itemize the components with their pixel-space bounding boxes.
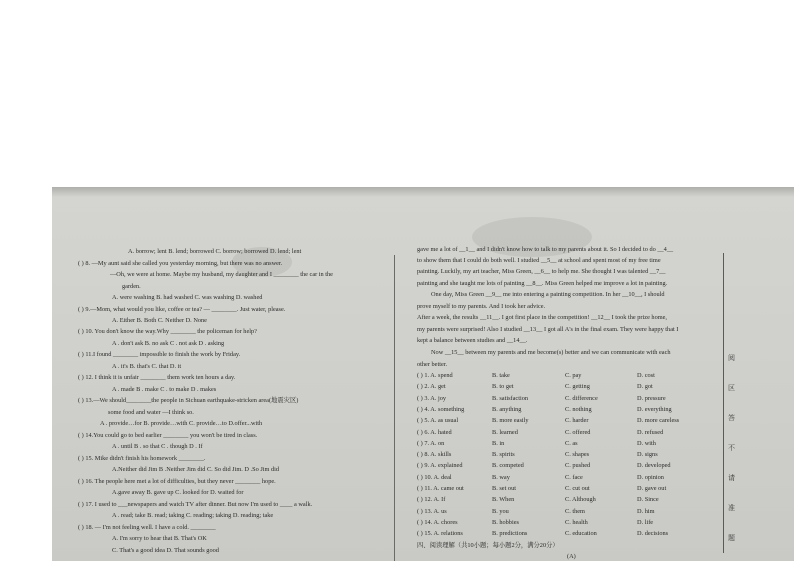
- option-row-start: ( ) 3. A. joy: [417, 394, 447, 402]
- option-choice: D. everything: [637, 405, 672, 413]
- q16-options: A.gave away B. gave up C. looked for D. waited for: [112, 489, 244, 496]
- q13-options: A . provide…for B. provide…with C. provide…to D.offer...with: [100, 420, 263, 427]
- option-choice: D. opinion: [637, 473, 664, 481]
- option-choice: B. spirits: [492, 451, 515, 459]
- option-choice: B. When: [492, 496, 515, 504]
- option-choice: B. way: [492, 473, 510, 481]
- option-choice: D. cost: [637, 372, 655, 379]
- passage-line: Now __15__ between my parents and me become(s) better and we can communicate with each: [431, 349, 671, 356]
- option-choice: C. difference: [565, 394, 598, 402]
- option-row-start: ( ) 2. A. get: [417, 383, 446, 391]
- option-choice: B. more easily: [492, 417, 529, 425]
- q18-options-a-b: A. I'm sorry to hear that B. That's OK: [112, 535, 207, 542]
- strip-char: 准: [728, 504, 735, 512]
- option-choice: D. got: [637, 383, 653, 391]
- option-choice: C. as: [565, 439, 578, 447]
- q10-options: A . don't ask B. no ask C . not ask D . asking: [112, 340, 225, 347]
- option-choice: D. life: [637, 518, 654, 526]
- question-16: ( ) 16. The people here met a lot of difficulties, but they never ________ hope.: [78, 478, 276, 485]
- passage-line: to show them that I could do both well. I studied __5__ at school and spent most of my free time: [417, 257, 661, 264]
- option-choice: C. nothing: [565, 405, 592, 413]
- q18-options-c-d: C. That's a good idea D. That sounds good: [112, 547, 219, 554]
- option-choice: C. Although: [565, 496, 596, 504]
- option-choice: B. hobbies: [492, 518, 519, 526]
- option-choice: C. pushed: [565, 462, 591, 470]
- option-row-start: ( ) 6. A. hated: [417, 428, 452, 436]
- option-choice: B. take: [492, 372, 510, 379]
- option-choice: B. learned: [492, 428, 518, 436]
- question-10: ( ) 10. You don't know the way.Why ________ the policeman for help?: [78, 328, 257, 335]
- option-choice: C. face: [565, 473, 583, 481]
- option-choice: D. Since: [637, 496, 659, 504]
- option-choice: B. set out: [492, 485, 516, 492]
- binding-strip: [718, 253, 740, 553]
- option-choice: D. with: [637, 439, 656, 447]
- question-18: ( ) 18. — I'm not feeling well. I have a cold. ________: [78, 524, 216, 531]
- q11-options: A . it's B. that's C. that D. it: [112, 363, 182, 370]
- option-choice: C. getting: [565, 383, 590, 391]
- strip-char: 不: [728, 444, 735, 452]
- passage-line: painting. Luckily, my art teacher, Miss Green, __6__ to help me. She thought I was talented __7__: [417, 268, 666, 275]
- option-choice: D. decisions: [637, 530, 669, 538]
- option-choice: C. education: [565, 530, 597, 538]
- option-choice: C. health: [565, 518, 588, 526]
- passage-line: other better.: [417, 361, 448, 368]
- question-11: ( ) 11.I found ________ impossible to finish the work by Friday.: [78, 351, 241, 358]
- option-choice: B. satisfaction: [492, 394, 529, 402]
- exam-paper: [52, 187, 794, 561]
- option-choice: B. anything: [492, 405, 522, 413]
- passage-line: One day, Miss Green __9__ me into entering a painting competition. In her __10__, I should: [431, 291, 665, 298]
- question-8-cont2: garden.: [122, 283, 141, 290]
- passage-line: prove myself to my parents. And I took her advice.: [417, 303, 546, 310]
- option-choice: D. more careless: [637, 417, 680, 425]
- option-row-start: ( ) 4. A. something: [417, 405, 465, 413]
- option-row-start: ( ) 5. A. as usual: [417, 417, 459, 425]
- option-row-start: ( ) 8. A. skills: [417, 451, 452, 459]
- option-row-start: ( ) 15. A. relations: [417, 530, 463, 538]
- strip-char: 阅: [728, 354, 735, 362]
- question-9: ( ) 9.—Mom, what would you like, coffee or tea? — ________. Just water, please.: [78, 306, 286, 313]
- section-subheading: (A): [567, 553, 576, 560]
- q15-options: A.Neither did Jim B .Neither Jim did C. So did Jim. D .So Jim did: [112, 466, 280, 473]
- option-row-start: ( ) 10. A. deal: [417, 473, 452, 481]
- q17-options: A . read; take B. read; taking C. reading; taking D. reading; take: [112, 512, 274, 519]
- q12-options: A . made B . make C . to make D . makes: [112, 386, 217, 393]
- strip-char: 答: [728, 414, 735, 422]
- q7-options: A. borrow; lent B. lend; borrowed C. borrow; borrowed D. lend; lent: [128, 248, 302, 255]
- question-17: ( ) 17. I used to ___newspapers and watch TV after dinner. But now I'm used to ____ a walk.: [78, 501, 313, 508]
- option-choice: B. in: [492, 439, 505, 447]
- question-13: ( ) 13.—We should________the people in Sichuan earthquake-stricken area(地震灾区): [78, 397, 299, 404]
- passage-line: After a week, the results __11__. I got first place in the competition! __12__ I took the prize home,: [417, 314, 667, 321]
- option-choice: D. pressure: [637, 394, 666, 402]
- option-choice: C. pay: [565, 372, 582, 379]
- column-divider: [394, 255, 395, 561]
- strip-char: 题: [728, 534, 735, 542]
- binding-line: [723, 253, 724, 553]
- option-choice: C. harder: [565, 417, 589, 425]
- option-choice: C. offered: [565, 428, 591, 436]
- section-heading: 四、阅读理解（共10小题；每小题2分，满分20分）: [417, 542, 559, 549]
- option-row-start: ( ) 13. A. us: [417, 507, 447, 515]
- passage-line: gave me a lot of __1__ and I didn't know how to talk to my parents about it. So I decided to do __4__: [417, 246, 674, 253]
- question-12: ( ) 12. I think it is unfair ________ them work ten hours a day.: [78, 374, 236, 381]
- option-choice: D. signs: [637, 451, 658, 459]
- option-choice: B. you: [492, 507, 509, 515]
- question-15: ( ) 15. Mike didn't finish his homework ________.: [78, 455, 206, 462]
- option-choice: D. refused: [637, 428, 664, 436]
- question-8: ( ) 8. —My aunt said she called you yesterday morning, but there was no answer.: [78, 260, 283, 267]
- q14-options: A . until B . so that C . though D . If: [112, 443, 203, 450]
- passage-line: kept a balance between studies and __14__.: [417, 337, 528, 344]
- strip-char: 区: [728, 384, 735, 392]
- question-8-cont: —Oh, we were at home. Maybe my husband, my daughter and I ________ the car in the: [110, 271, 333, 278]
- q8-options: A. were washing B. had washed C. was washing D. washed: [112, 294, 263, 301]
- option-choice: D. gave out: [637, 485, 667, 492]
- option-choice: D. him: [637, 507, 655, 515]
- option-row-start: ( ) 14. A. chores: [417, 518, 458, 526]
- question-13-cont: some food and water —I think so.: [108, 409, 194, 416]
- option-row-start: ( ) 11. A. came out: [417, 485, 464, 492]
- option-choice: C. them: [565, 507, 585, 515]
- passage-line: painting and she taught me lots of painting __8__. Miss Green helped me improve a lot in painting.: [417, 280, 668, 287]
- option-choice: B. competed: [492, 462, 524, 470]
- q9-options: A. Either B. Both C. Neither D. None: [112, 317, 207, 324]
- option-choice: C. shapes: [565, 451, 590, 459]
- option-choice: B. to get: [492, 383, 514, 391]
- strip-char: 请: [728, 474, 735, 482]
- option-choice: D. developed: [637, 462, 671, 470]
- option-row-start: ( ) 7. A. on: [417, 439, 445, 447]
- passage-line: my parents were surprised! Also I studied __13__ I got all A's in the final exam. They were happy that I: [417, 326, 679, 333]
- option-row-start: ( ) 1. A. spend: [417, 372, 453, 379]
- option-choice: B. predictions: [492, 530, 528, 538]
- option-row-start: ( ) 9. A. explained: [417, 462, 463, 470]
- option-row-start: ( ) 12. A. If: [417, 496, 446, 504]
- question-14: ( ) 14.You could go to bed earlier ________ you won't be tired in class.: [78, 432, 258, 439]
- option-choice: C. cut out: [565, 485, 590, 492]
